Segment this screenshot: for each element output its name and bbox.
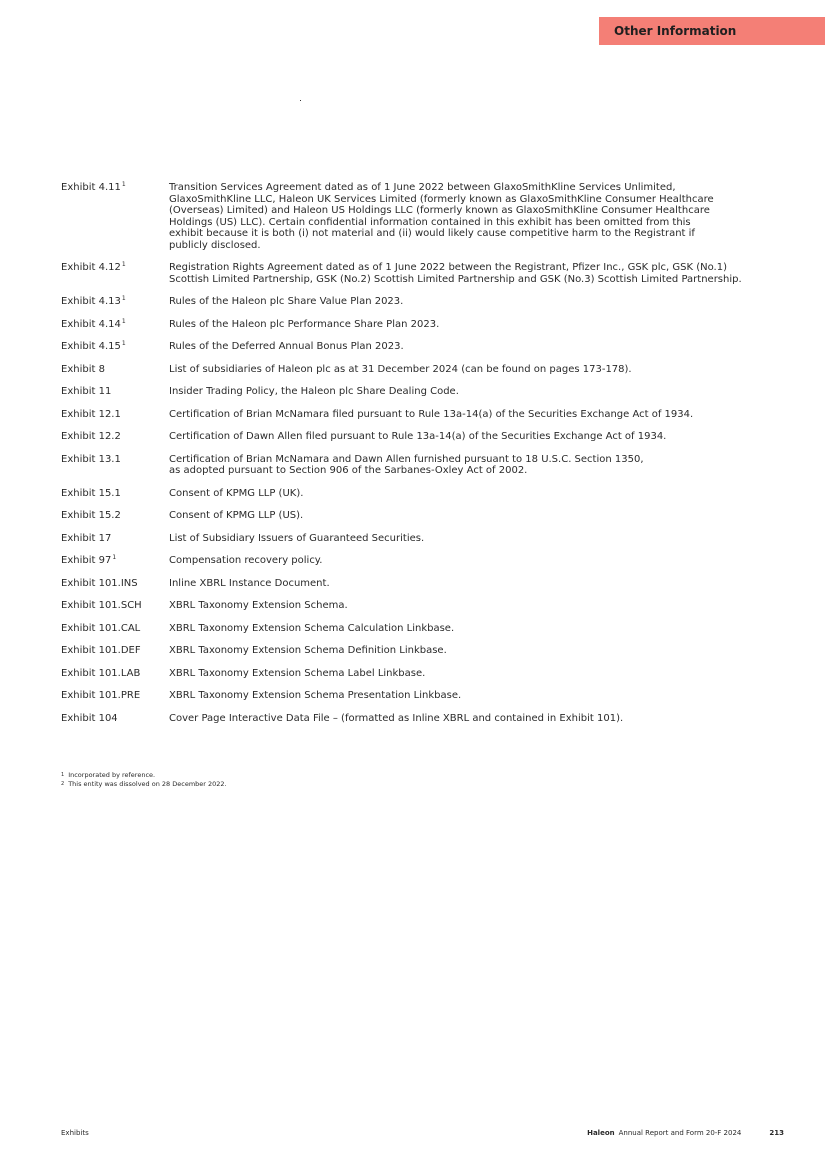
exhibit-description <box>169 578 801 590</box>
exhibit-code <box>61 296 169 308</box>
exhibit-code <box>61 668 169 680</box>
exhibit-code-text: Exhibit 101.LAB <box>61 667 141 679</box>
exhibit-description-line: Rules of the Haleon plc Performance Share Plan 2023. <box>169 318 440 330</box>
exhibit-code-text: Exhibit 104 <box>61 712 118 724</box>
exhibit-description-line: XBRL Taxonomy Extension Schema Calculation Linkbase. <box>169 622 455 634</box>
exhibit-code <box>61 409 169 421</box>
footnote-mark: 1 <box>61 772 65 778</box>
exhibit-row <box>61 623 801 635</box>
exhibit-code <box>61 431 169 443</box>
exhibit-description <box>169 409 801 421</box>
exhibit-description-line: Compensation recovery policy. <box>169 555 323 566</box>
footnote-text: This entity was dissolved on 28 December 2022. <box>68 780 227 788</box>
exhibit-description <box>169 182 801 251</box>
exhibit-row <box>61 645 801 657</box>
exhibit-code-text: Exhibit 101.CAL <box>61 622 141 634</box>
exhibit-row <box>61 319 801 331</box>
section-tab-label: Other Information <box>614 24 737 38</box>
exhibit-description-line: Holdings (US) LLC). Certain confidential information contained in this exhibit has been omitted from this <box>169 216 691 228</box>
exhibit-description <box>169 555 801 567</box>
exhibit-description <box>169 319 801 331</box>
exhibit-description <box>169 645 801 657</box>
exhibit-description <box>169 262 801 285</box>
footnote-marker: 1 <box>112 554 117 561</box>
exhibit-code <box>61 623 169 635</box>
exhibit-description <box>169 713 801 725</box>
exhibit-code <box>61 454 169 477</box>
exhibit-description-line: Scottish Limited Partnership, GSK (No.2) Scottish Limited Partnership and GSK (No.3) Scottish Limited Partnership. <box>169 273 742 285</box>
exhibit-description-line: Certification of Brian McNamara and Dawn Allen furnished pursuant to 18 U.S.C. Section 1350, <box>169 453 644 465</box>
exhibit-row <box>61 555 801 567</box>
exhibit-code <box>61 262 169 285</box>
exhibit-code-text: Exhibit 13.1 <box>61 453 121 465</box>
exhibit-code-text: Exhibit 15.1 <box>61 487 121 499</box>
exhibit-description <box>169 510 801 522</box>
exhibit-code-text: Exhibit 17 <box>61 532 112 544</box>
exhibit-description-line: Cover Page Interactive Data File – (formatted as Inline XBRL and contained in Exhibit 101). <box>169 712 624 724</box>
exhibit-row <box>61 182 801 251</box>
exhibit-row <box>61 713 801 725</box>
exhibit-code <box>61 488 169 500</box>
exhibit-code-text: Exhibit 4.12 <box>61 262 121 273</box>
exhibits-list <box>61 182 801 735</box>
stray-dot <box>300 100 301 101</box>
exhibit-description <box>169 296 801 308</box>
exhibit-description-line: List of Subsidiary Issuers of Guaranteed Securities. <box>169 532 425 544</box>
exhibit-code <box>61 713 169 725</box>
footnote-text: Incorporated by reference. <box>68 771 156 779</box>
exhibit-description-line: Certification of Brian McNamara filed pursuant to Rule 13a-14(a) of the Securities Exchange Act of 1934. <box>169 408 694 420</box>
exhibit-code-text: Exhibit 11 <box>61 386 112 397</box>
exhibit-row <box>61 668 801 680</box>
footer-brand: Haleon <box>587 1129 615 1137</box>
exhibit-code-text: Exhibit 8 <box>61 363 105 375</box>
exhibit-description <box>169 623 801 635</box>
exhibit-code <box>61 690 169 702</box>
exhibit-row <box>61 510 801 522</box>
exhibit-row <box>61 431 801 443</box>
exhibit-row <box>61 690 801 702</box>
exhibit-description <box>169 454 801 477</box>
exhibit-row <box>61 600 801 612</box>
exhibit-row <box>61 296 801 308</box>
footnote-marker: 1 <box>121 317 126 325</box>
exhibit-description-line: GlaxoSmithKline LLC, Haleon UK Services Limited (formerly known as GlaxoSmithKline Consumer Healthcare <box>169 193 714 205</box>
exhibit-code <box>61 600 169 612</box>
exhibit-description <box>169 488 801 500</box>
exhibit-description <box>169 341 801 353</box>
footnote-marker: 1 <box>121 295 126 302</box>
exhibit-description-line: XBRL Taxonomy Extension Schema Definition Linkbase. <box>169 645 447 656</box>
exhibit-row <box>61 262 801 285</box>
exhibit-code-text: Exhibit 4.13 <box>61 296 121 307</box>
exhibit-code <box>61 510 169 522</box>
exhibit-description-line: Consent of KPMG LLP (US). <box>169 510 304 521</box>
footnote-marker: 1 <box>121 181 126 188</box>
footnote <box>61 771 227 780</box>
exhibit-code <box>61 645 169 657</box>
footnote <box>61 780 227 789</box>
exhibit-code-text: Exhibit 101.PRE <box>61 690 141 701</box>
exhibit-code <box>61 341 169 353</box>
exhibit-description <box>169 431 801 443</box>
exhibit-row <box>61 488 801 500</box>
exhibit-description-line: Rules of the Deferred Annual Bonus Plan 2023. <box>169 341 404 352</box>
exhibit-description-line: Transition Services Agreement dated as of 1 June 2022 between GlaxoSmithKline Services Unlimited, <box>169 182 676 193</box>
exhibit-description-line: publicly disclosed. <box>169 239 261 251</box>
footnote-marker: 1 <box>121 261 126 268</box>
exhibit-code-text: Exhibit 15.2 <box>61 510 121 521</box>
exhibit-code-text: Exhibit 4.15 <box>61 341 121 352</box>
exhibit-code-text: Exhibit 97 <box>61 555 112 566</box>
exhibit-description-line: List of subsidiaries of Haleon plc as at 31 December 2024 (can be found on pages 173-178). <box>169 363 632 375</box>
exhibit-description-line: as adopted pursuant to Section 906 of the Sarbanes-Oxley Act of 2002. <box>169 465 528 476</box>
exhibit-code-text: Exhibit 101.DEF <box>61 645 141 656</box>
exhibit-code-text: Exhibit 4.11 <box>61 182 121 193</box>
exhibit-row <box>61 454 801 477</box>
footer-doc-title: Annual Report and Form 20-F 2024 <box>618 1129 742 1137</box>
exhibit-description-line: Rules of the Haleon plc Share Value Plan 2023. <box>169 296 404 307</box>
footnote-marker: 1 <box>121 340 126 347</box>
exhibit-code-text: Exhibit 12.1 <box>61 408 121 420</box>
exhibit-description <box>169 364 801 376</box>
footnote-mark: 2 <box>61 781 65 787</box>
exhibit-description-line: (Overseas) Limited) and Haleon US Holdings LLC (formerly known as GlaxoSmithKline Consumer Healthcare <box>169 205 710 216</box>
exhibit-row <box>61 409 801 421</box>
exhibit-code <box>61 555 169 567</box>
exhibit-description-line: Registration Rights Agreement dated as of 1 June 2022 between the Registrant, Pfizer Inc., GSK plc, GSK (No.1) <box>169 262 727 273</box>
exhibit-code <box>61 364 169 376</box>
exhibit-description-line: XBRL Taxonomy Extension Schema. <box>169 600 348 611</box>
exhibit-description-line: XBRL Taxonomy Extension Schema Label Linkbase. <box>169 667 426 679</box>
exhibit-code-text: Exhibit 101.INS <box>61 577 138 589</box>
exhibit-description <box>169 600 801 612</box>
exhibit-description-line: XBRL Taxonomy Extension Schema Presentation Linkbase. <box>169 690 462 701</box>
page-number: 213 <box>769 1129 784 1137</box>
section-tab <box>599 17 825 45</box>
footer-section-name: Exhibits <box>61 1129 89 1137</box>
exhibit-code <box>61 386 169 398</box>
exhibit-code-text: Exhibit 101.SCH <box>61 600 142 611</box>
footnotes <box>61 771 227 789</box>
exhibit-description-line: Certification of Dawn Allen filed pursuant to Rule 13a-14(a) of the Securities Exchange Act of 1934. <box>169 431 667 442</box>
exhibit-description <box>169 533 801 545</box>
exhibit-code <box>61 578 169 590</box>
exhibit-description <box>169 690 801 702</box>
exhibit-description-line: Inline XBRL Instance Document. <box>169 577 330 589</box>
exhibit-code-text: Exhibit 12.2 <box>61 431 121 442</box>
exhibit-row <box>61 386 801 398</box>
exhibit-code <box>61 319 169 331</box>
exhibit-row <box>61 364 801 376</box>
exhibit-description-line: Consent of KPMG LLP (UK). <box>169 487 304 499</box>
exhibit-row <box>61 533 801 545</box>
exhibit-row <box>61 578 801 590</box>
exhibit-code-text: Exhibit 4.14 <box>61 318 121 330</box>
exhibit-description <box>169 668 801 680</box>
exhibit-code <box>61 182 169 251</box>
exhibit-description-line: Insider Trading Policy, the Haleon plc Share Dealing Code. <box>169 386 459 397</box>
exhibit-code <box>61 533 169 545</box>
exhibit-row <box>61 341 801 353</box>
exhibit-description-line: exhibit because it is both (i) not material and (ii) would likely cause competitive harm to the Registrant if <box>169 228 695 239</box>
footer-right <box>587 1129 784 1137</box>
exhibit-description <box>169 386 801 398</box>
